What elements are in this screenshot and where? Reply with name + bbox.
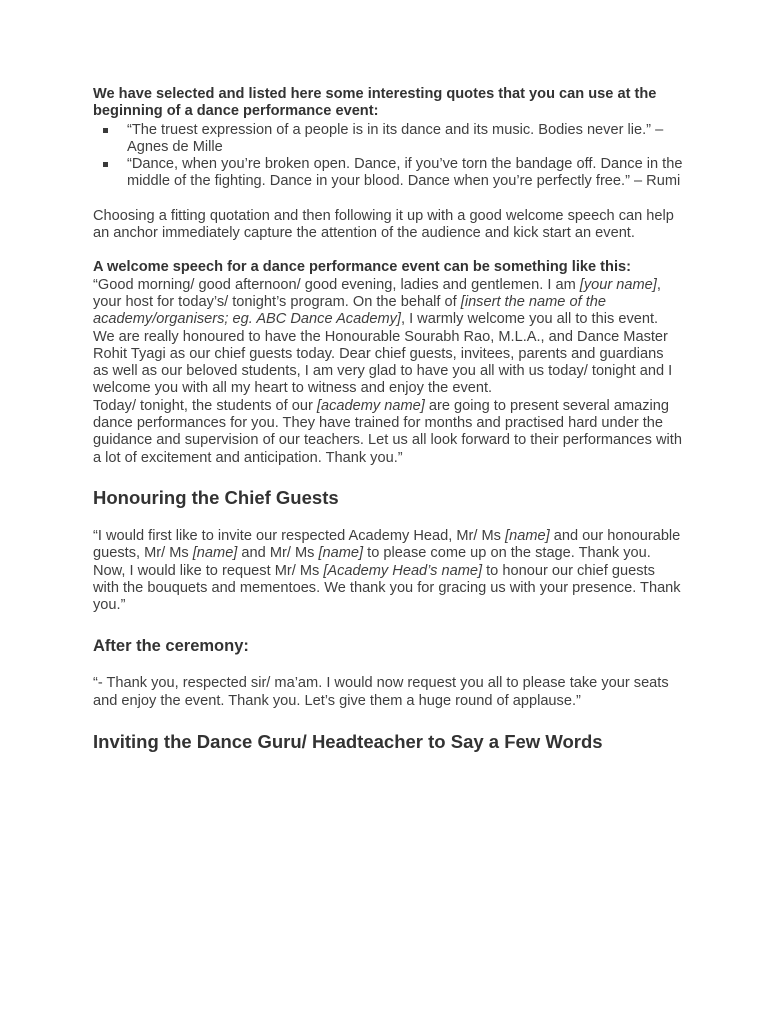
after-ceremony-paragraph: “- Thank you, respected sir/ ma’am. I would now request you all to please take your seats and enjoy the event. Thank you. Let’s give them a huge round of applause.” (93, 675, 669, 709)
quotation-advice-paragraph: Choosing a fitting quotation and then following it up with a good welcome speech can help an anchor immediately capture the attention of the audience and kick start an event. (93, 207, 674, 242)
speech-text: are going to present several amazing dance performances for you. They have trained for months and practised hard under the guidance and supervision of our teachers. Let us all look forward to their performances with a lot of excitement and anticipation. Thank you.” (93, 397, 682, 466)
honouring-paragraph-1 (93, 528, 683, 563)
section-heading-inviting: Inviting the Dance Guru/ Headteacher to Say a Few Words (93, 731, 603, 753)
placeholder-text: [name] (505, 527, 550, 544)
honouring-paragraph-2 (93, 563, 683, 615)
placeholder-text: [name] (318, 545, 364, 562)
placeholder-text: [Academy Head’s name] (323, 562, 483, 579)
welcome-speech-paragraph-2 (93, 398, 683, 467)
welcome-speech-paragraph-1 (93, 277, 683, 398)
square-bullet-icon (103, 128, 108, 133)
quotes-intro-heading: We have selected and listed here some interesting quotes that you can use at the beginning of a dance performance event: (93, 86, 657, 120)
speech-text: , I warmly welcome you all to this event. We are really honoured to have the Honourable Sourabh Rao, M.L.A., and Dance Master Rohit Tyagi as our chief guests today. Dear chief guests, invitees, parents and guardians as well as our beloved students, I am very glad to have you all with us today/ tonight and I welcome you with all my heart to witness and enjoy the event. (93, 311, 673, 397)
quotes-list (93, 122, 683, 191)
quote-item (93, 122, 683, 157)
speech-text: to please come up on the stage. Thank you. (363, 545, 651, 562)
document-page (93, 86, 683, 753)
speech-text: “Good morning/ good afternoon/ good evening, ladies and gentlemen. I am (93, 276, 580, 293)
speech-text: to honour our chief guests with the bouquets and mementoes. We thank you for gracing us with your presence. Thank you.” (93, 562, 681, 614)
placeholder-text: [your name] (579, 276, 657, 293)
speech-text: “I would first like to invite our respected Academy Head, Mr/ Ms (93, 527, 506, 544)
welcome-speech-heading: A welcome speech for a dance performance event can be something like this: (93, 259, 631, 276)
speech-text: , your host for today’s/ tonight’s program. On the behalf of (93, 276, 661, 310)
speech-text: Now, I would like to request Mr/ Ms (93, 562, 324, 579)
placeholder-text: [insert the name of the academy/organisers; eg. ABC Dance Academy] (93, 293, 606, 328)
placeholder-text: [academy name] (316, 397, 425, 414)
speech-text: Today/ tonight, the students of our (93, 397, 317, 414)
section-heading-after-ceremony: After the ceremony: (93, 637, 249, 656)
square-bullet-icon (103, 162, 108, 167)
placeholder-text: [name] (192, 545, 238, 562)
section-heading-honouring: Honouring the Chief Guests (93, 486, 339, 508)
quote-text: “The truest expression of a people is in its dance and its music. Bodies never lie.” – Agnes de Mille (127, 121, 664, 155)
quote-text: “Dance, when you’re broken open. Dance, if you’ve torn the bandage off. Dance in the middle of the fighting. Dance in your blood. Dance when you’re perfectly free.” – Rumi (127, 156, 683, 190)
quote-item (93, 156, 683, 191)
speech-text: and our honourable guests, Mr/ Ms (93, 527, 681, 562)
speech-text: and Mr/ Ms (237, 545, 319, 562)
